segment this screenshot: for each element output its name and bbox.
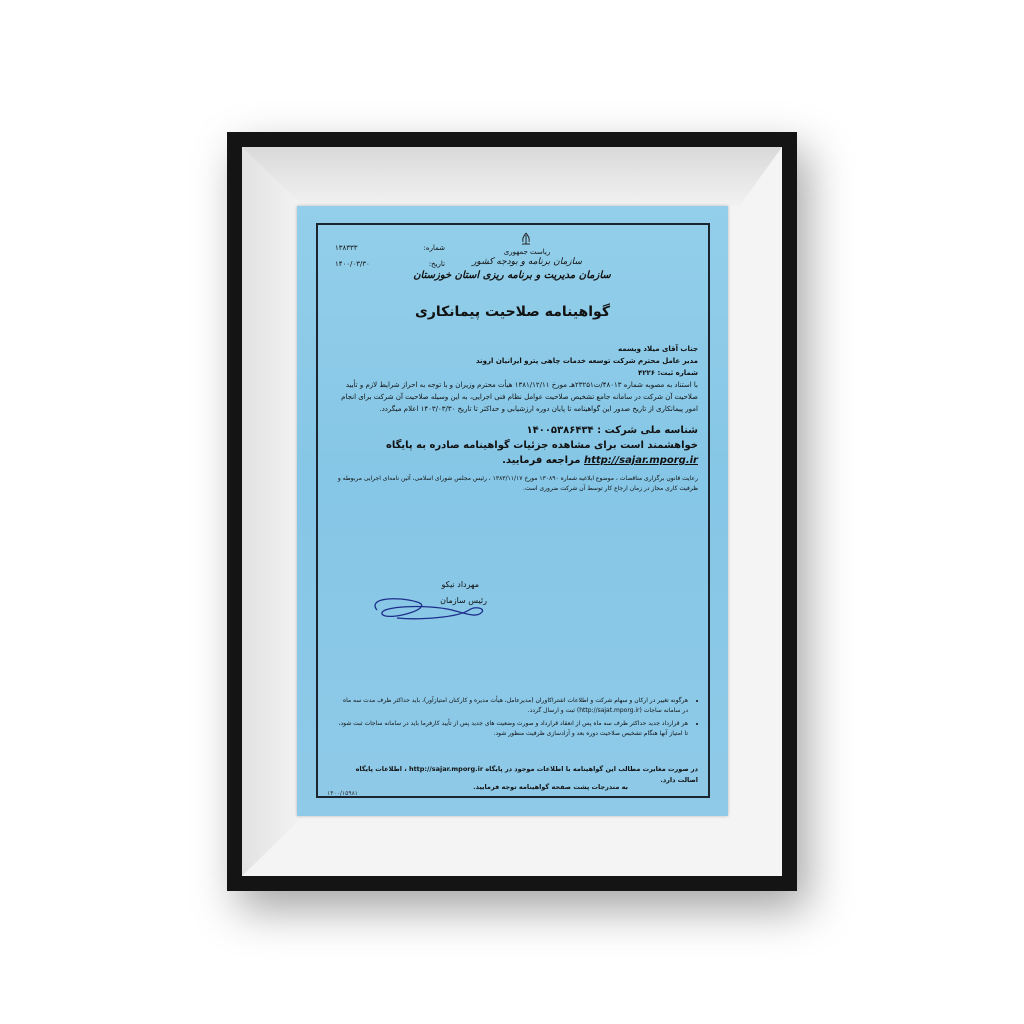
law-text: رعایت قانون برگزاری مناقصات ، موضوع ابلاغیه شماره ۱۳۰۸۹۰ مورخ ۱۳۸۳/۱۱/۱۷ ، رئیس مجلس شورای اسلامی، آئین نامه‌ای اجرایی مربوطه و ظرفیت کاری مجاز در زمان ارجاع کار توسط آن شرکت ضروری است. — [337, 475, 698, 492]
meta-date-label: تاریخ: — [428, 260, 445, 268]
meta-number-row — [335, 240, 445, 256]
certificate-body — [328, 343, 698, 494]
refer-text: مراجعه فرمایید. — [502, 455, 581, 466]
certificate-title: گواهینامه صلاحیت پیمانکاری — [415, 304, 610, 320]
certificate-content — [297, 206, 728, 816]
refer-line — [328, 453, 698, 468]
national-id: شناسه ملی شرکت : ۱۴۰۰۵۳۸۶۴۳۴ — [526, 425, 698, 436]
meta-date-row — [335, 256, 445, 272]
addressee: جناب آقای میلاد ویسمه — [617, 345, 698, 353]
header-organization: سازمان برنامه و بودجه کشور — [472, 257, 582, 267]
picture-frame — [227, 132, 797, 891]
addressee-position: مدیر عامل محترم شرکت توسعه خدمات چاهی پترو ایرانیان اروند — [475, 357, 698, 365]
body-paragraph: با استناد به مصوبه شماره ۴۸۰۱۳/ت۲۳۲۵۱هـ مورخ ۱۳۸۱/۱۲/۱۱ هیأت محترم وزیران و با توجه به احراز شرایط لازم و تأیید صلاحیت آن شرکت در سامانه جامع تشخیص صلاحیت عوامل نظام فنی اجرایی، به این وسیله صلاحیت آن شرکت برای انجام امور پیمانکاری از تاریخ صدور این گواهینامه تا پایان دوره ارزشیابی و حداکثر تا تاریخ ۱۴۰۳/۰۳/۳۰ اعلام میگردد. — [341, 381, 698, 413]
notes-section — [338, 696, 698, 742]
footer-code: ۱۴۰۰/۱۵۹۸۱ — [327, 790, 359, 797]
notes-list — [338, 696, 698, 739]
header-presidency: ریاست جمهوری — [503, 248, 551, 256]
discrepancy-warning: در صورت مغایرت مطالب این گواهینامه با اطلاعات موجود در پایگاه http://sajar.mporg.ir ، اطلاعات پایگاه اصالت دارد. — [355, 765, 698, 784]
note-item: • هر قرارداد جدید حداکثر ظرف سه ماه پس از انعقاد قرارداد و صورت وضعیت های جدید پس از تأیید کارفرما باید در سامانه ساجات ثبت شود، تا امتیاز آنها هنگام تشخیص صلاحیت دوره بعد و آزادسازی ظرفیت منظور شود. — [338, 719, 688, 739]
signatory-role: رئیس سازمان — [440, 596, 487, 605]
signature-block — [357, 580, 497, 630]
meta-number-value: ۱۳۸۳۳۳ — [335, 244, 358, 252]
letter-meta — [335, 240, 445, 272]
frame-mat — [242, 147, 782, 876]
mat-bevel-top — [242, 147, 782, 207]
meta-number-label: شماره: — [423, 244, 445, 252]
registration-number: شماره ثبت: ۴۲۲۶ — [637, 369, 698, 377]
meta-date-value: ۱۴۰۰/۰۳/۳۰ — [335, 260, 370, 268]
sajar-link[interactable]: http://sajar.mporg.ir — [583, 455, 698, 466]
back-page-note: به مندرجات پشت صفحه گواهینامه توجه فرمایید. — [473, 783, 628, 791]
note-item: • هرگونه تغییر در ارکان و سهام شرکت و اطلاعات اشتراکاوران (مدیرعامل، هیأت مدیره و کارکنان امتیازآور)، باید حداکثر ظرف مدت سه ماه در سامانه ساجات (http://sajat.mporg.ir) ثبت و ارسال گردد. — [338, 696, 688, 716]
mat-bevel-left — [242, 147, 302, 876]
certificate-paper — [297, 206, 728, 816]
header-province-organization: سازمان مدیریت و برنامه ریزی استان خوزستان — [413, 270, 611, 281]
request-text: خواهشمند است برای مشاهده جزئیات گواهینامه صادره به پایگاه — [385, 440, 698, 451]
national-emblem-icon — [519, 232, 533, 246]
signatory-name: مهرداد نیکو — [441, 580, 479, 589]
handwritten-signature — [357, 588, 497, 628]
